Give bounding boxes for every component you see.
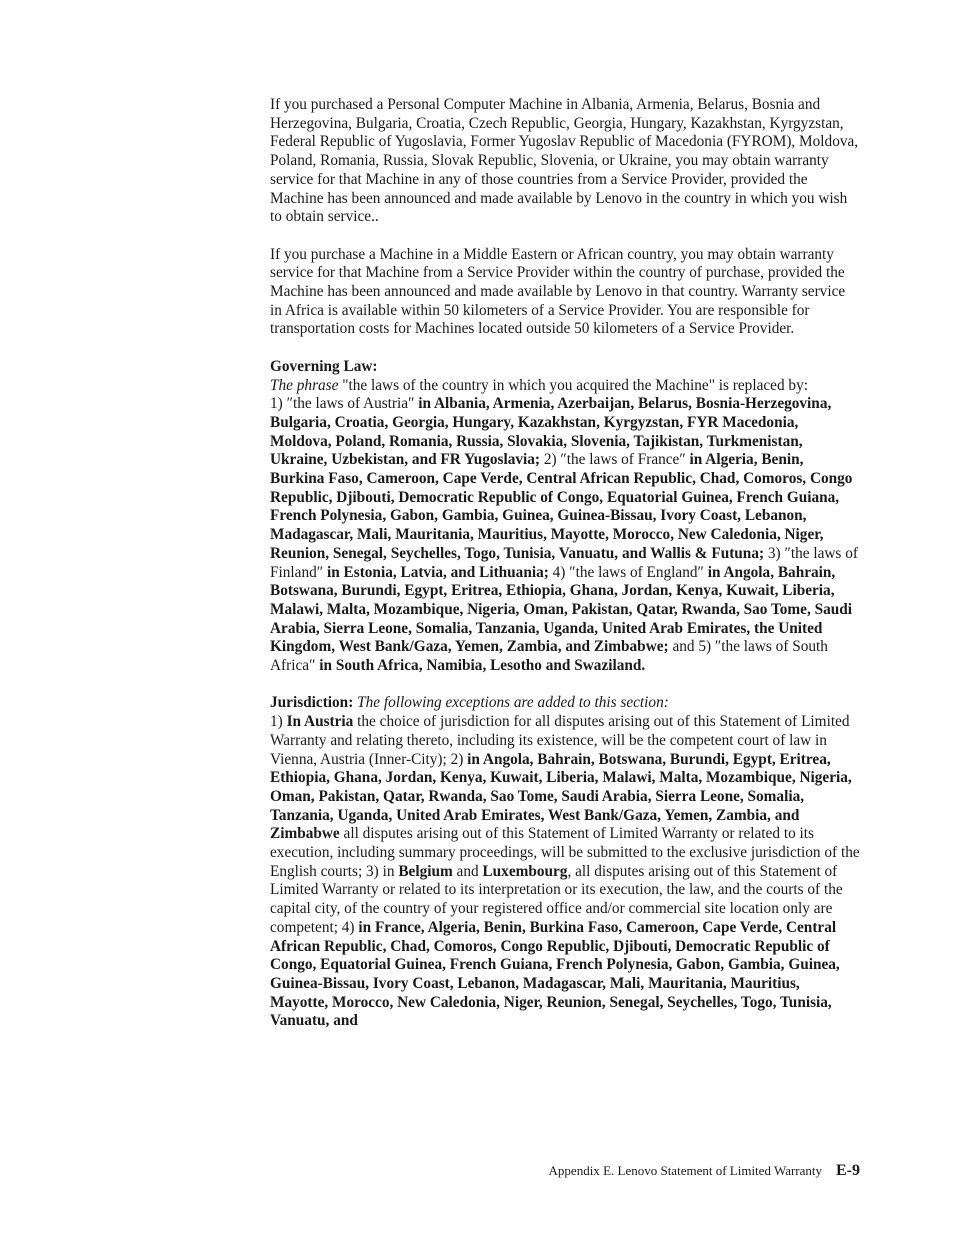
- jurisdiction-list: [270, 713, 860, 1031]
- intro-text: "the laws of the country in which you acquired the Machine" is replaced by:: [338, 376, 808, 394]
- paragraph-middle-east-africa: [270, 246, 860, 340]
- section-governing-law: [270, 358, 860, 676]
- clause-text: , all disputes arising out of this Statement of Limited Warranty or related to its interpretation or its execution, the law, and the courts of the capital city, of the country of your registered office and/or commercial site location only are competent; 4): [270, 862, 843, 936]
- clause-countries: Luxembourg: [482, 862, 568, 880]
- paragraph-text: If you purchase a Machine in a Middle Eastern or African country, you may obtain warranty service for that Machine from a Service Provider within the country of purchase, provided the Machine has been announced and made available by Lenovo in that country. Warranty service in Africa is available within 50 kilometers of a Service Provider. You are responsible for transportation costs for Machines located outside 50 kilometers of a Service Provider.: [270, 245, 846, 338]
- clause-countries: in Estonia, Latvia, and Lithuania;: [326, 563, 549, 581]
- clause-countries: in Algeria, Benin, Burkina Faso, Cameroon, Cape Verde, Central African Republic, Chad, Comoros, Congo Republic, Djibouti, Democratic Republic of Congo, Equatorial Guinea, French Guiana, French Polynesia, Gabon, Gambia, Guinea, Guinea-Bissau, Ivory Coast, Lebanon, Madagascar, Mali, Mauritania, Mauritius, Mayotte, Morocco, New Caledonia, Niger, Reunion, Senegal, Seychelles, Togo, Tunisia, Vanuatu, and Wallis & Futuna;: [270, 451, 853, 562]
- clause-countries: in South Africa, Namibia, Lesotho and Swaziland.: [319, 657, 646, 675]
- paragraph-eastern-europe: [270, 96, 860, 227]
- clause-countries: in Angola, Bahrain, Botswana, Burundi, Egypt, Eritrea, Ethiopia, Ghana, Jordan, Kenya, Kuwait, Liberia, Malawi, Malta, Mozambique, Nigeria, Oman, Pakistan, Qatar, Rwanda, Sao Tome, Saudi Arabia, Sierra Leone, Somalia, Tanzania, Uganda, United Arab Emirates, the United Kingdom, West Bank/Gaza, Yemen, Zambia, and Zimbabwe;: [270, 563, 853, 656]
- document-body: [270, 96, 860, 1050]
- intro-italic: The following exceptions are added to this section:: [353, 694, 669, 712]
- clause-text: 1): [270, 713, 287, 731]
- clause-text: 3) ″the laws of Finland″: [270, 544, 858, 581]
- section-heading: Governing Law:: [270, 357, 378, 375]
- clause-countries: in Albania, Armenia, Azerbaijan, Belarus, Bosnia-Herzegovina, Bulgaria, Croatia, Georgia, Hungary, Kazakhstan, Kyrgyzstan, FYR Macedonia, Moldova, Poland, Romania, Russia, Slovakia, Slovenia, Tajikistan, Turkmenistan, Ukraine, Uzbekistan, and FR Yugoslavia;: [270, 395, 832, 469]
- clause-countries: in Angola, Bahrain, Botswana, Burundi, Egypt, Eritrea, Ethiopia, Ghana, Jordan, Kenya, Kuwait, Liberia, Malawi, Malta, Mozambique, Nigeria, Oman, Pakistan, Qatar, Rwanda, Sao Tome, Saudi Arabia, Sierra Leone, Somalia, Tanzania, Uganda, United Arab Emirates, West Bank/Gaza, Yemen, Zambia, and Zimbabwe: [270, 750, 852, 843]
- clause-countries: In Austria: [286, 713, 354, 731]
- governing-law-list: [270, 395, 860, 676]
- section-heading: Jurisdiction:: [270, 694, 354, 712]
- clause-text: the choice of jurisdiction for all disputes arising out of this Statement of Limited Warranty and relating thereto, including its existence, will be the competent court of law in Vienna, Austria (Inner-City); 2): [270, 713, 850, 768]
- section-jurisdiction: [270, 694, 860, 1031]
- clause-text: 2) ″the laws of France″: [540, 451, 690, 469]
- page-footer: [270, 1162, 860, 1180]
- clause-text: and: [452, 862, 483, 880]
- page-number: E-9: [836, 1162, 860, 1179]
- intro-italic: The phrase: [270, 376, 339, 394]
- clause-countries: Belgium: [398, 862, 453, 880]
- clause-countries: in France, Algeria, Benin, Burkina Faso, Cameroon, Cape Verde, Central African Republic, Chad, Comoros, Congo Republic, Djibouti, Democratic Republic of Congo, Equatorial Guinea, French Guiana, French Polynesia, Gabon, Gambia, Guinea, Guinea-Bissau, Ivory Coast, Lebanon, Madagascar, Mali, Mauritania, Mauritius, Mayotte, Morocco, New Caledonia, Niger, Reunion, Senegal, Seychelles, Togo, Tunisia, Vanuatu, and: [270, 918, 840, 1030]
- section-intro: [270, 377, 860, 396]
- paragraph-text: If you purchased a Personal Computer Machine in Albania, Armenia, Belarus, Bosnia and Herzegovina, Bulgaria, Croatia, Czech Republic, Georgia, Hungary, Kazakhstan, Kyrgyzstan, Federal Republic of Yugoslavia, Former Yugoslav Republic of Macedonia (FYROM), Moldova, Poland, Romania, Russia, Slovak Republic, Slovenia, or Ukraine, you may obtain warranty service for that Machine in any of those countries from a Service Provider, provided the Machine has been announced and made available by Lenovo in the country in which you wish to obtain service..: [270, 96, 859, 226]
- footer-title: Appendix E. Lenovo Statement of Limited Warranty: [548, 1163, 822, 1178]
- clause-text: 1) ″the laws of Austria″: [270, 395, 419, 413]
- clause-text: and 5) ″the laws of South Africa″: [270, 638, 828, 675]
- clause-text: 4) ″the laws of England″: [548, 563, 708, 581]
- section-heading-line: [270, 694, 860, 713]
- clause-text: all disputes arising out of this Statement of Limited Warranty or related to its execution, including summary proceedings, will be submitted to the exclusive jurisdiction of the English courts; 3) in: [270, 825, 860, 880]
